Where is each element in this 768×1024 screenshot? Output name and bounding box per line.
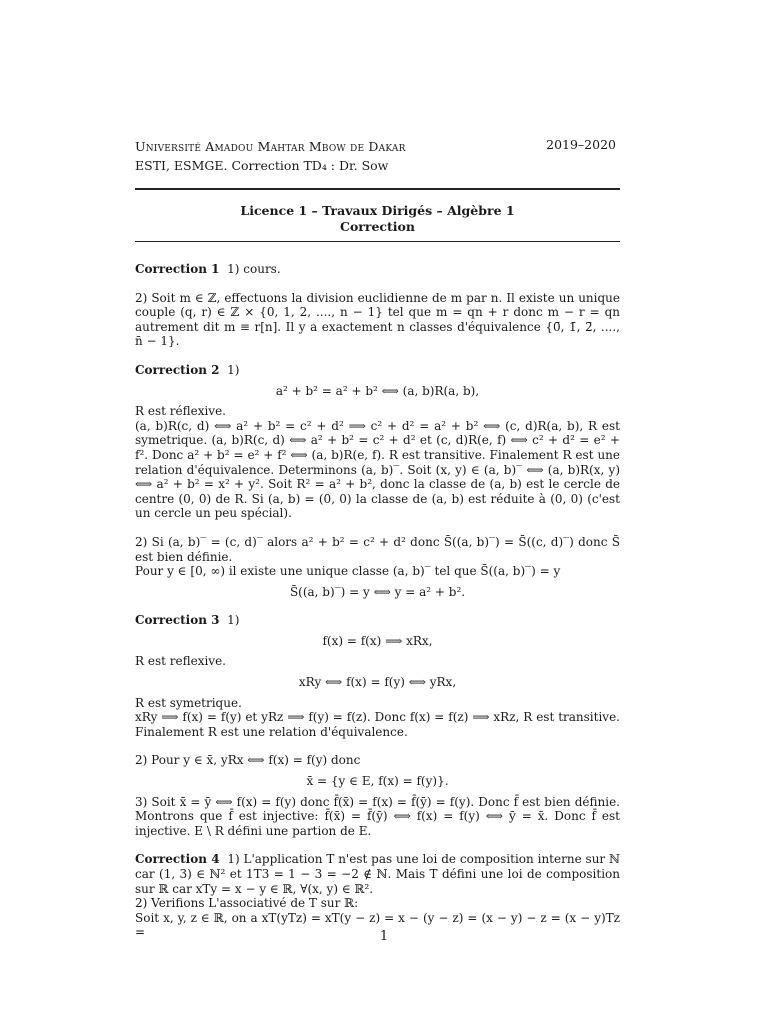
correction-3-reflexive: R est reflexive. [135,654,226,669]
correction-3-part2: 2) Pour y ∈ x̄, yRx ⟺ f(x) = f(y) donc [135,753,361,768]
correction-2-part2: 2) Si (a, b)‾ = (c, d)‾ alors a² + b² = c² + d² donc S̄((a, b)‾) = S̄((c, d)‾) donc S̄ est bien définie. [135,534,620,564]
correction-2-equation-1: a² + b² = a² + b² ⟺ (a, b)R(a, b), [275,383,480,398]
page-number: 1 [379,929,389,944]
correction-4-label: Correction 4 [135,852,220,867]
bottom-rule [135,241,620,242]
university-name: Université Amadou Mahtar Mbow de Dakar [135,139,406,154]
correction-3-transitive: xRy ⟹ f(x) = f(y) et yRz ⟹ f(y) = f(z). Donc f(x) = f(z) ⟹ xRz, R est transitive. Finalement R est une relation d'équivalence. [135,710,620,739]
correction-4-text: 1) L'application T n'est pas une loi de composition interne sur ℕ car (1, 3) ∈ ℕ² et 1T3 = 1 − 3 = −2 ∉ ℕ. Mais T défini une loi de composition sur ℝ car xTy = x − y ∈ ℝ, ∀(x, y) ∈ ℝ². [135,852,621,896]
correction-4-part1 [135,852,620,896]
correction-3-symmetric: R est symetrique. [135,695,242,710]
top-rule [135,188,620,190]
correction-1-part2: 2) Soit m ∈ ℤ, effectuons la division euclidienne de m par n. Il existe un unique couple (q, r) ∈ ℤ × {0, 1, 2, ...., n − 1} tel que m = qn + r donc m − r = qn autrement dit m ≡ r[n]. Il y a exactement n classes d'équivalence {0̄, 1̄, 2̄, ...., n̄ − 1}. [135,290,620,349]
correction-2-equation-2: S̄((a, b)‾) = y ⟺ y = a² + b². [289,584,466,599]
correction-2-surjection: Pour y ∈ [0, ∞) il existe une unique classe (a, b)‾ tel que S̄((a, b)‾) = y [135,564,561,579]
header-left [135,137,406,175]
correction-2-proof: (a, b)R(c, d) ⟺ a² + b² = c² + d² ⟹ c² + d² = a² + b² ⟺ (c, d)R(a, b), R est symetrique. (a, b)R(c, d) ⟺ a² + b² = c² + d² et (c, d)R(e, f) ⟺ c² + d² = e² + f². Donc a² + b² = e² + f² ⟺ (a, b)R(e, f). R est transitive. Finalement R est une relation d'équivalence. Determinons (a, b)‾. Soit (x, y) ∈ (a, b)‾ ⟺ (a, b)R(x, y) ⟺ a² + b² = x² + y². Soit R² = a² + b², donc la classe de (a, b) est le cercle de centre (0, 0) de R. Si (a, b) = (0, 0) la classe de (a, b) est réduite à (0, 0) (c'est un cercle un peu spécial). [135,418,620,521]
academic-year: 2019–2020 [546,137,616,152]
correction-1-intro [135,262,620,277]
correction-3-equation-2: xRy ⟺ f(x) = f(y) ⟺ yRx, [298,675,457,690]
correction-3-intro [135,613,620,628]
correction-3-label: Correction 3 [135,613,220,628]
correction-3-equation-1: f(x) = f(x) ⟹ xRx, [322,633,433,648]
document-body [135,262,620,940]
correction-2-line1: 1) [227,362,240,377]
correction-2-reflexive: R est réflexive. [135,404,226,419]
correction-3-part3: 3) Soit x̄ = ȳ ⟺ f(x) = f(y) donc f̄(x̄) = f(x) = f̄(ȳ) = f(y). Donc f̄ est bien définie. Montrons que f̄ est injective: f̄(x̄) = f̄(ȳ) ⟺ f(x) = f(y) ⟺ ȳ = x̄. Donc f̄ est injective. E \ R défini une partion de E. [135,794,620,838]
correction-1-label: Correction 1 [135,262,220,276]
correction-2-intro [135,363,620,378]
correction-1-line1: 1) cours. [227,262,281,276]
title-line-2: Correction [340,219,415,234]
correction-2-label: Correction 2 [135,362,220,377]
document-title [135,203,620,235]
correction-3-line1: 1) [227,613,240,628]
correction-4-part3: Soit x, y, z ∈ ℝ, on a xT(yTz) = xT(y − z) = x − (y − z) = (x − y) − z = (x − y)Tz = [135,910,620,940]
title-line-1: Licence 1 – Travaux Dirigés – Algèbre 1 [240,203,515,218]
correction-3-equation-3: x̄ = {y ∈ E, f(x) = f(y)}. [306,774,449,789]
course-line: ESTI, ESMGE. Correction TD₄ : Dr. Sow [135,158,389,173]
correction-4-part2: 2) Verifions L'associativé de T sur ℝ: [135,896,359,911]
